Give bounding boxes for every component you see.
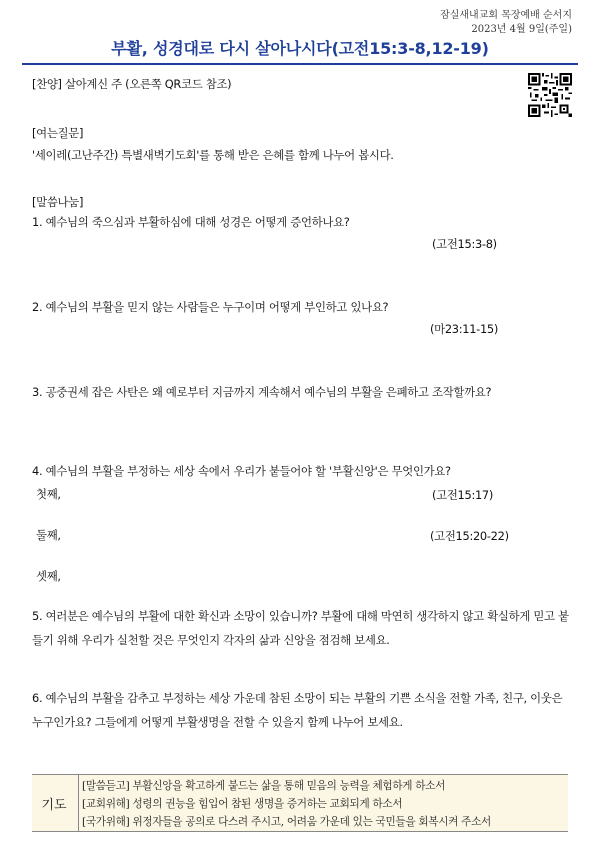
prayer-item-nation: [국가위해] 위정자들을 공의로 다스려 주시고, 어려움 가운데 있는 국민들을 회복시켜 주소서 (82, 816, 491, 828)
opening-question: '세이레(고난주간) 특별새벽기도회'를 통해 받은 은혜를 함께 나누어 봅시다. (32, 148, 394, 162)
question-4-first: 첫째, (36, 487, 61, 501)
question-4-third: 셋째, (36, 569, 61, 583)
question-1: 1. 예수님의 죽으심과 부활하심에 대해 성경은 어떻게 증언하나요? (32, 215, 350, 229)
question-4-second-ref: (고전15:20-22) (430, 529, 509, 543)
prayer-divider (78, 775, 79, 831)
prayer-box (32, 774, 568, 832)
question-2-ref: (마23:11-15) (430, 322, 499, 336)
qr-code-icon[interactable] (528, 73, 572, 117)
title-divider (22, 63, 578, 65)
question-6: 6. 예수님의 부활을 감추고 부정하는 세상 가운데 참된 소망이 되는 부활의 기쁜 소식을 전할 가족, 친구, 이웃은 누구인가요? 그들에게 어떻게 부활생명을 전할 수 있을지 함께 나누어 보세요. (32, 691, 563, 729)
question-5: 5. 여러분은 예수님의 부활에 대한 확신과 소망이 있습니까? 부활에 대해 막연히 생각하지 않고 확실하게 믿고 붙들기 위해 우리가 실천할 것은 무엇인지 각자의 삶과 신앙을 점검해 보세요. (32, 609, 569, 647)
question-4-first-ref: (고전15:17) (432, 488, 494, 502)
question-2: 2. 예수님의 부활을 믿지 않는 사람들은 누구이며 어떻게 부인하고 있나요? (32, 300, 389, 314)
question-4: 4. 예수님의 부활을 부정하는 세상 속에서 우리가 붙들어야 할 '부활신앙'은 무엇인가요? (32, 464, 451, 478)
praise-line: [찬양] 살아계신 주 (오른쪽 QR코드 참조) (32, 77, 232, 91)
prayer-label: 기도 (41, 797, 67, 813)
prayer-item-word: [말씀듣고] 부활신앙을 확고하게 붙드는 삶을 통해 믿음의 능력을 체험하게 하소서 (82, 780, 446, 792)
prayer-item-church: [교회위해] 성령의 권능을 힘입어 참된 생명을 증거하는 교회되게 하소서 (82, 798, 403, 810)
opening-heading: [여는질문] (32, 126, 84, 140)
page-title: 부활, 성경대로 다시 살아나시다(고전15:3-8,12-19) (111, 39, 489, 58)
sharing-heading: [말씀나눔] (32, 195, 84, 209)
question-4-second: 둘째, (36, 528, 61, 542)
question-3: 3. 공중권세 잡은 사탄은 왜 예로부터 지금까지 계속해서 예수님의 부활을 은폐하고 조작할까요? (32, 385, 492, 399)
church-name: 잠실새내교회 목장예배 순서지 (440, 10, 572, 21)
header-meta (440, 9, 572, 37)
service-date: 2023년 4월 9일(주일) (471, 24, 572, 35)
question-1-ref: (고전15:3-8) (432, 237, 497, 251)
